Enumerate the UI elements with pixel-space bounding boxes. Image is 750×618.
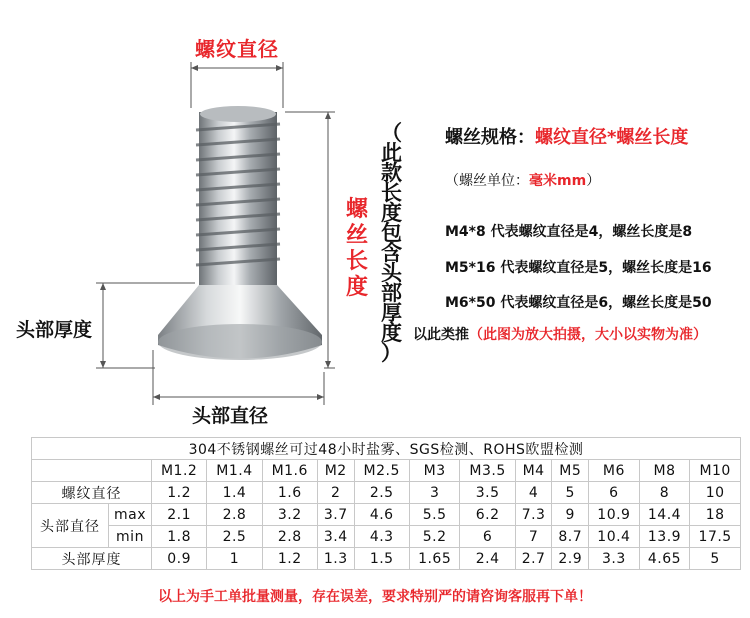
table-row-sizes [32, 460, 741, 482]
size-cell: M2.5 [354, 460, 409, 482]
length-includes-head-note: （ 此 款 长 度 包 含 头 部 厚 度 ） [381, 121, 402, 365]
table-row-head-max: 头部直径 max 2.1 2.8 3.2 3.7 4.6 5.5 6.2 7.3 9 10.9 14.4 18 [32, 504, 741, 526]
size-cell: M3.5 [460, 460, 515, 482]
table-title: 304不锈钢螺丝可过48小时盐雾、SGS检测、ROHS欧盟检测 [32, 438, 741, 460]
head-thickness-label: 头部厚度 [16, 319, 93, 341]
head-dia-row-label: 头部直径 [32, 504, 109, 548]
table-row-thread: 螺纹直径 1.2 1.4 1.6 2 2.5 3 3.5 4 5 6 8 10 [32, 482, 741, 504]
size-cell: M8 [639, 460, 690, 482]
spec-table [31, 437, 741, 570]
size-cell: M1.4 [207, 460, 262, 482]
size-cell: M4 [515, 460, 552, 482]
min-label: min [109, 526, 152, 548]
example-line-2: M5*16 代表螺纹直径是5，螺丝长度是16 [445, 260, 712, 276]
size-cell: M6 [589, 460, 640, 482]
max-label: max [109, 504, 152, 526]
unit-line: （螺丝单位：毫米mm） [445, 173, 601, 189]
similar-note: 以此类推（此图为放大拍摄，大小以实物为准） [413, 327, 707, 343]
spec-line: 螺丝规格：螺纹直径*螺丝长度 [445, 127, 689, 148]
thread-row-label: 螺纹直径 [32, 482, 152, 504]
example-line-3: M6*50 代表螺纹直径是6，螺丝长度是50 [445, 295, 712, 311]
size-cell: M10 [690, 460, 741, 482]
size-cell: M2 [317, 460, 354, 482]
head-diameter-label: 头部直径 [192, 405, 269, 427]
footer-disclaimer: 以上为手工单批量测量，存在误差，要求特别严的请咨询客服再下单！ [158, 589, 592, 605]
example-line-1: M4*8 代表螺纹直径是4，螺丝长度是8 [445, 224, 693, 240]
table-row-head-min: min 1.8 2.5 2.8 3.4 4.3 5.2 6 7 8.7 10.4 13.9 17.5 [32, 526, 741, 548]
size-cell: M1.6 [262, 460, 317, 482]
size-cell: M3 [409, 460, 460, 482]
size-cell: M1.2 [152, 460, 207, 482]
size-cell: M5 [552, 460, 589, 482]
head-thick-row-label: 头部厚度 [32, 548, 152, 570]
thread-diameter-label: 螺纹直径 [195, 37, 279, 61]
table-row-head-thickness: 头部厚度 0.9 1 1.2 1.3 1.5 1.65 2.4 2.7 2.9 3.3 4.65 5 [32, 548, 741, 570]
thread-length-label: 螺 丝 长 度 [346, 197, 369, 300]
